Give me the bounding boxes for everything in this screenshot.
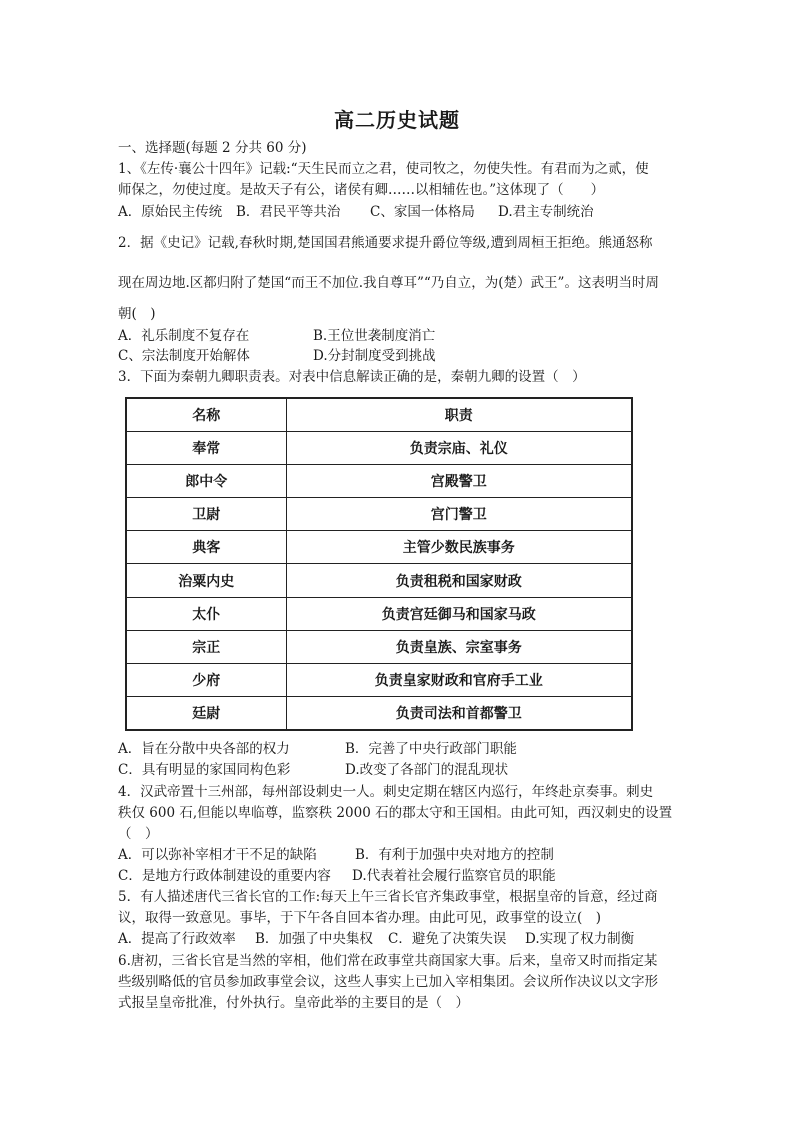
q4-option-a: A．可以弥补宰相才干不足的缺陷	[118, 847, 317, 863]
q1-option-b: B．君民平等共治	[236, 204, 341, 220]
q1-option-c: C、家国一体格局	[370, 204, 475, 220]
table-cell-duty: 负责皇家财政和官府手工业	[286, 663, 632, 696]
table-header-row	[126, 398, 632, 432]
q4-stem-line1: 4．汉武帝置十三州部，每州部设刺史一人。刺史定期在辖区内巡行，年终赴京奏事。刺史	[118, 784, 654, 800]
table-header-cell: 职责	[286, 398, 632, 432]
table-cell-duty: 负责宗庙、礼仪	[286, 432, 632, 465]
section-heading: 一、选择题(每题 2 分共 60 分)	[118, 140, 307, 156]
q2-stem-line3: 朝( )	[118, 306, 156, 322]
table-cell-name: 廷尉	[126, 696, 286, 730]
q4-option-c: C．是地方行政体制建设的重要内容	[118, 868, 331, 884]
q1-stem-line1: 1、《左传·襄公十四年》记载:“天生民而立之君，使司牧之，勿使失性。有君而为之贰，使	[118, 161, 649, 177]
table-row	[126, 531, 632, 564]
table-row	[126, 630, 632, 663]
q6-stem-line3: 式报呈皇帝批准，付外执行。皇帝此举的主要目的是（ ）	[118, 995, 469, 1011]
q3-stem-line1: 3．下面为秦朝九卿职责表。对表中信息解读正确的是，秦朝九卿的设置（ ）	[118, 369, 586, 385]
table-row	[126, 498, 632, 531]
q5-option-b: B．加强了中央集权	[255, 931, 373, 947]
table-cell-duty: 宫殿警卫	[286, 465, 632, 498]
q6-stem-line2: 些级别略低的官员参加政事堂会议，这些人事实上已加入宰相集团。会议所作决议以文字形	[118, 974, 658, 990]
q2-stem-line1: 2．据《史记》记载,春秋时期,楚国国君熊通要求提升爵位等级,遭到周桓王拒绝。熊通怒称	[118, 235, 653, 251]
table-cell-duty: 负责司法和首都警卫	[286, 696, 632, 730]
table-cell-name: 卫尉	[126, 498, 286, 531]
q2-option-a: A．礼乐制度不复存在	[118, 328, 250, 344]
q2-option-d: D.分封制度受到挑战	[313, 348, 436, 364]
table-row	[126, 564, 632, 597]
table-cell-name: 宗正	[126, 630, 286, 663]
table-cell-name: 郎中令	[126, 465, 286, 498]
q4-stem-line3: （ ）	[118, 826, 159, 842]
nine-ministers-table	[125, 397, 633, 731]
q2-option-c: C、宗法制度开始解体	[118, 348, 250, 364]
table-row	[126, 696, 632, 730]
table-cell-duty: 主管少数民族事务	[286, 531, 632, 564]
table-row	[126, 432, 632, 465]
q5-stem-line1: 5．有人描述唐代三省长官的工作:每天上午三省长官齐集政事堂，根据皇帝的旨意，经过商	[118, 889, 658, 905]
q2-option-b: B.王位世袭制度消亡	[313, 328, 436, 344]
table-row	[126, 465, 632, 498]
q6-stem-line1: 6.唐初，三省长官是当然的宰相，他们常在政事堂共商国家大事。后来，皇帝又时而指定某	[118, 953, 658, 969]
q2-stem-line2: 现在周边地.区都归附了楚国“而王不加位.我自尊耳”“乃自立，为(楚）武王”。这表明当时周	[118, 275, 659, 291]
table-header-cell: 名称	[126, 398, 286, 432]
table-cell-duty: 负责宫廷御马和国家马政	[286, 597, 632, 630]
q5-option-d: D.实现了权力制衡	[525, 931, 635, 947]
table-cell-name: 少府	[126, 663, 286, 696]
q5-option-c: C．避免了决策失误	[388, 931, 507, 947]
table-cell-name: 典客	[126, 531, 286, 564]
q1-option-d: D.君主专制统治	[498, 204, 594, 220]
table-cell-duty: 负责皇族、宗室事务	[286, 630, 632, 663]
q5-option-a: A．提高了行政效率	[118, 931, 236, 947]
table-row	[126, 663, 632, 696]
q4-option-d: D.代表着社会履行监察官员的职能	[352, 868, 556, 884]
q5-stem-line2: 议，取得一致意见。事毕，于下午各自回本省办理。由此可见，政事堂的设立( )	[118, 910, 602, 926]
table-row	[126, 597, 632, 630]
page-title: 高二历史试题	[334, 108, 460, 132]
q1-stem-line2: 师保之，勿使过度。是故天子有公，诸侯有卿……以相辅佐也。”这体现了（ ）	[118, 182, 605, 198]
table-cell-name: 奉常	[126, 432, 286, 465]
q4-option-b: B．有利于加强中央对地方的控制	[355, 847, 554, 863]
q3-option-d: D.改变了各部门的混乱现状	[345, 762, 509, 778]
q4-stem-line2: 秩仅 600 石,但能以卑临尊，监察秩 2000 石的郡太守和王国相。由此可知，西汉刺史的设置	[118, 805, 673, 821]
q1-option-a: A．原始民主传统	[118, 204, 223, 220]
table-cell-duty: 宫门警卫	[286, 498, 632, 531]
q3-option-b: B．完善了中央行政部门职能	[345, 741, 517, 757]
q3-option-a: A．旨在分散中央各部的权力	[118, 741, 290, 757]
table-cell-duty: 负责租税和国家财政	[286, 564, 632, 597]
table-cell-name: 治粟内史	[126, 564, 286, 597]
q3-option-c: C．具有明显的家国同构色彩	[118, 762, 291, 778]
table-cell-name: 太仆	[126, 597, 286, 630]
